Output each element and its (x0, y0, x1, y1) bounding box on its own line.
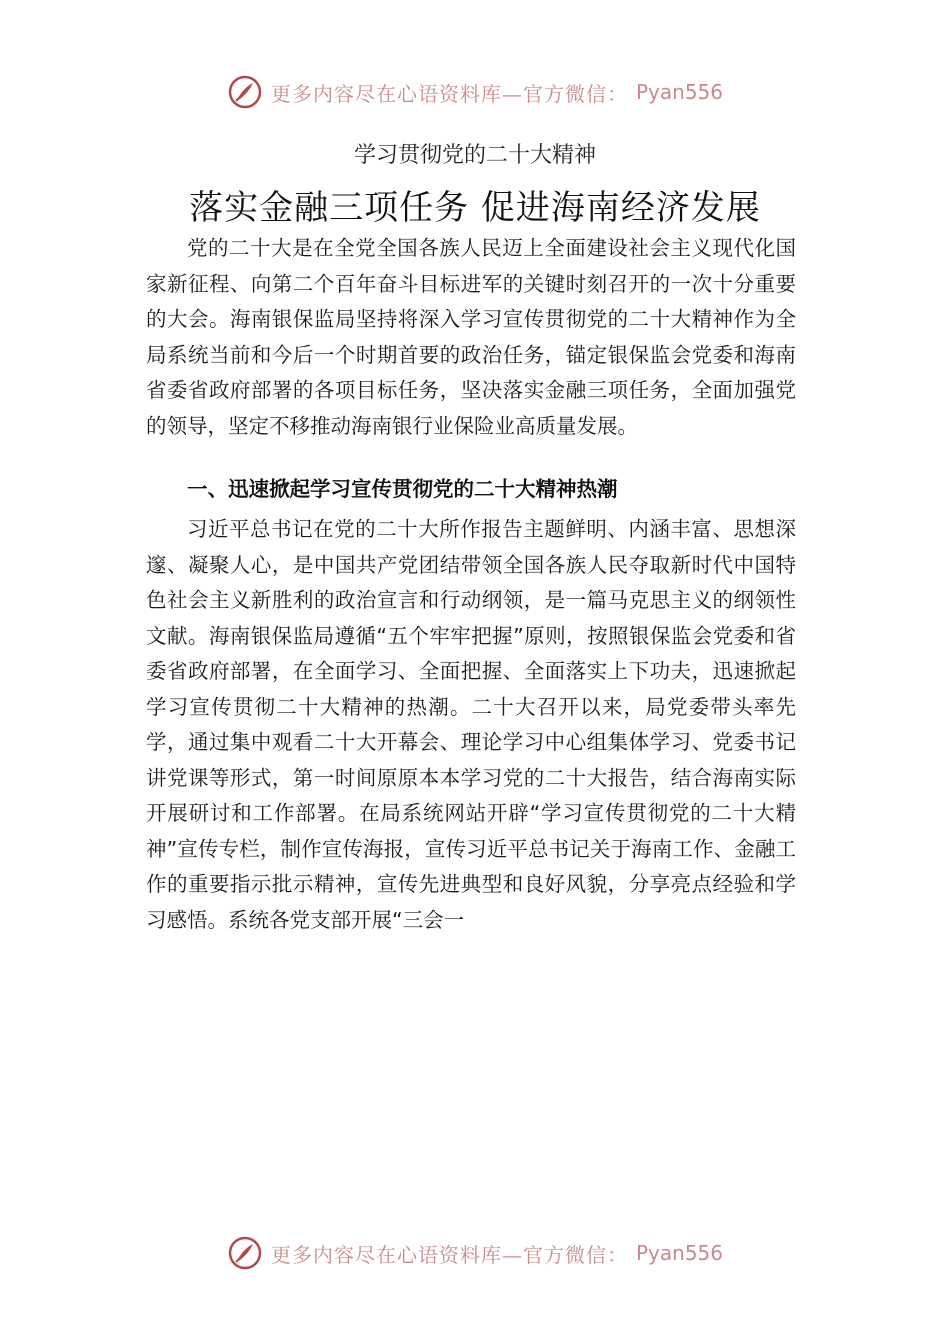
section-heading: 一、迅速掀起学习宣传贯彻党的二十大精神热潮 (187, 477, 618, 501)
watermark-text: 更多内容尽在心语资料库—官方微信： (270, 1242, 628, 1267)
pen-logo-icon (227, 1235, 263, 1271)
pen-logo-icon (227, 74, 263, 110)
watermark-wechat-id: Pyan556 (635, 1241, 723, 1265)
watermark-text: 更多内容尽在心语资料库—官方微信： (270, 81, 628, 106)
header-watermark (0, 72, 950, 112)
section-paragraph: 习近平总书记在党的二十大所作报告主题鲜明、内涵丰富、思想深邃、凝聚人心，是中国共产党团结带领全国各族人民夺取新时代中国特色社会主义新胜利的政治宣言和行动纲领，是一篇马克思主义的纲领性文献。海南银保监局遵循“五个牢牢把握”原则，按照银保监会党委和省委省政府部署，在全面学习、全面把握、全面落实上下功夫，迅速掀起学习宣传贯彻二十大精神的热潮。二十大召开以来，局党委带头率先学，通过集中观看二十大开幕会、理论学习中心组集体学习、党委书记讲党课等形式，第一时间原原本本学习党的二十大报告，结合海南实际开展研讨和工作部署。在局系统网站开辟“学习宣传贯彻党的二十大精神”宣传专栏，制作宣传海报，宣传习近平总书记关于海南工作、金融工作的重要指示批示精神，宣传先进典型和良好风貌，分享亮点经验和学习感悟。系统各党支部开展“三会一 (146, 517, 796, 932)
document-subtitle: 学习贯彻党的二十大精神 (353, 143, 596, 168)
intro-paragraph: 党的二十大是在全党全国各族人民迈上全面建设社会主义现代化国家新征程、向第二个百年奋斗目标进军的关键时刻召开的一次十分重要的大会。海南银保监局坚持将深入学习宣传贯彻党的二十大精神作为全局系统当前和今后一个时期首要的政治任务，锚定银保监会党委和海南省委省政府部署的各项目标任务，坚决落实金融三项任务，全面加强党的领导，坚定不移推动海南银行业保险业高质量发展。 (146, 236, 796, 438)
footer-watermark (0, 1233, 950, 1273)
document-title: 落实金融三项任务 促进海南经济发展 (189, 188, 761, 228)
watermark-wechat-id: Pyan556 (635, 80, 723, 104)
